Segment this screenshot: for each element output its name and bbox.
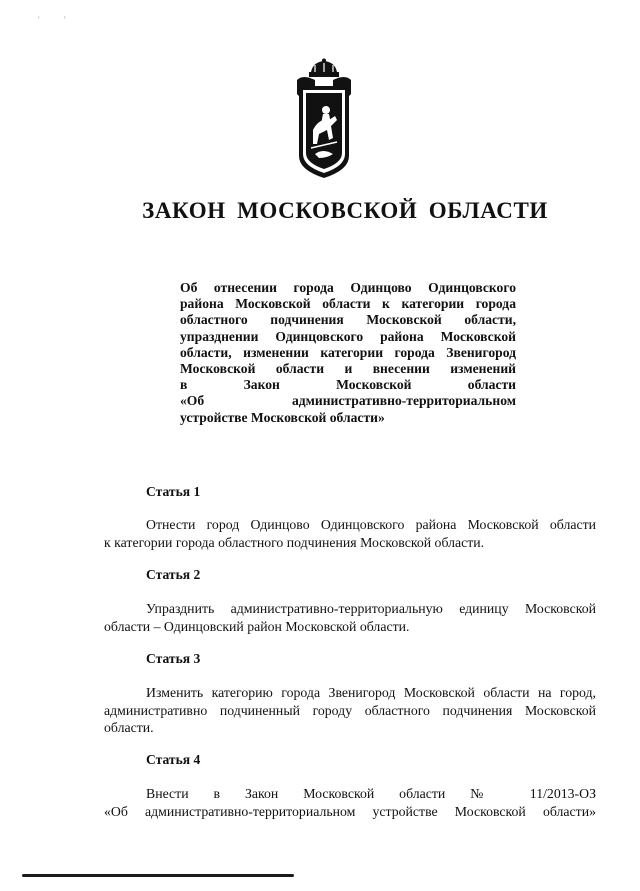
coat-of-arms-icon [293, 58, 355, 180]
subject-line: Об отнесении города Одинцово Одинцовского [180, 280, 516, 295]
article-line: к категории города областного подчинения Московской области. [104, 534, 485, 550]
article-line: области. [104, 720, 154, 735]
article-text [104, 684, 596, 737]
subject-line: в Закон Московской области [180, 377, 516, 393]
article-line: Внести в Закон Московской области № 11/2013-ОЗ [146, 786, 596, 801]
subject-line: района Московской области к категории города [180, 296, 516, 312]
article-heading: Статья 1 [146, 484, 201, 499]
article-line: Изменить категорию города Звенигород Московской области на город, [146, 685, 596, 700]
scan-mark: ' [64, 15, 66, 25]
document-title: ЗАКОН МОСКОВСКОЙ ОБЛАСТИ [142, 198, 548, 223]
article-line: «Об административно-территориальном устройстве Московской области» [104, 803, 596, 819]
article-line: области – Одинцовский район Московской области. [104, 618, 410, 634]
subject-line: областного подчинения Московской области, [180, 312, 516, 328]
article-line: Упразднить административно-территориальную единицу Московской [146, 601, 596, 616]
scan-mark: ' [38, 15, 40, 25]
article-heading: Статья 2 [146, 567, 201, 582]
article-line: Отнести город Одинцово Одинцовского района Московской области [146, 517, 596, 532]
article-heading: Статья 3 [146, 651, 201, 666]
subject-line: устройстве Московской области» [180, 409, 385, 425]
subject-line: «Об административно-территориальном [180, 393, 516, 409]
subject-line: Московской области и внесении изменений [180, 361, 516, 377]
article-heading: Статья 4 [146, 752, 201, 767]
subject-line: упразднении Одинцовского района Московской [180, 328, 516, 344]
scan-edge-line [22, 874, 294, 877]
subject-line: области, изменении категории города Звенигород [180, 344, 516, 360]
article-line: административно подчиненный городу областного подчинения Московской [104, 702, 596, 718]
law-subject [180, 280, 516, 426]
article-text [104, 600, 596, 635]
article-text [104, 785, 596, 820]
article-text [104, 516, 596, 551]
